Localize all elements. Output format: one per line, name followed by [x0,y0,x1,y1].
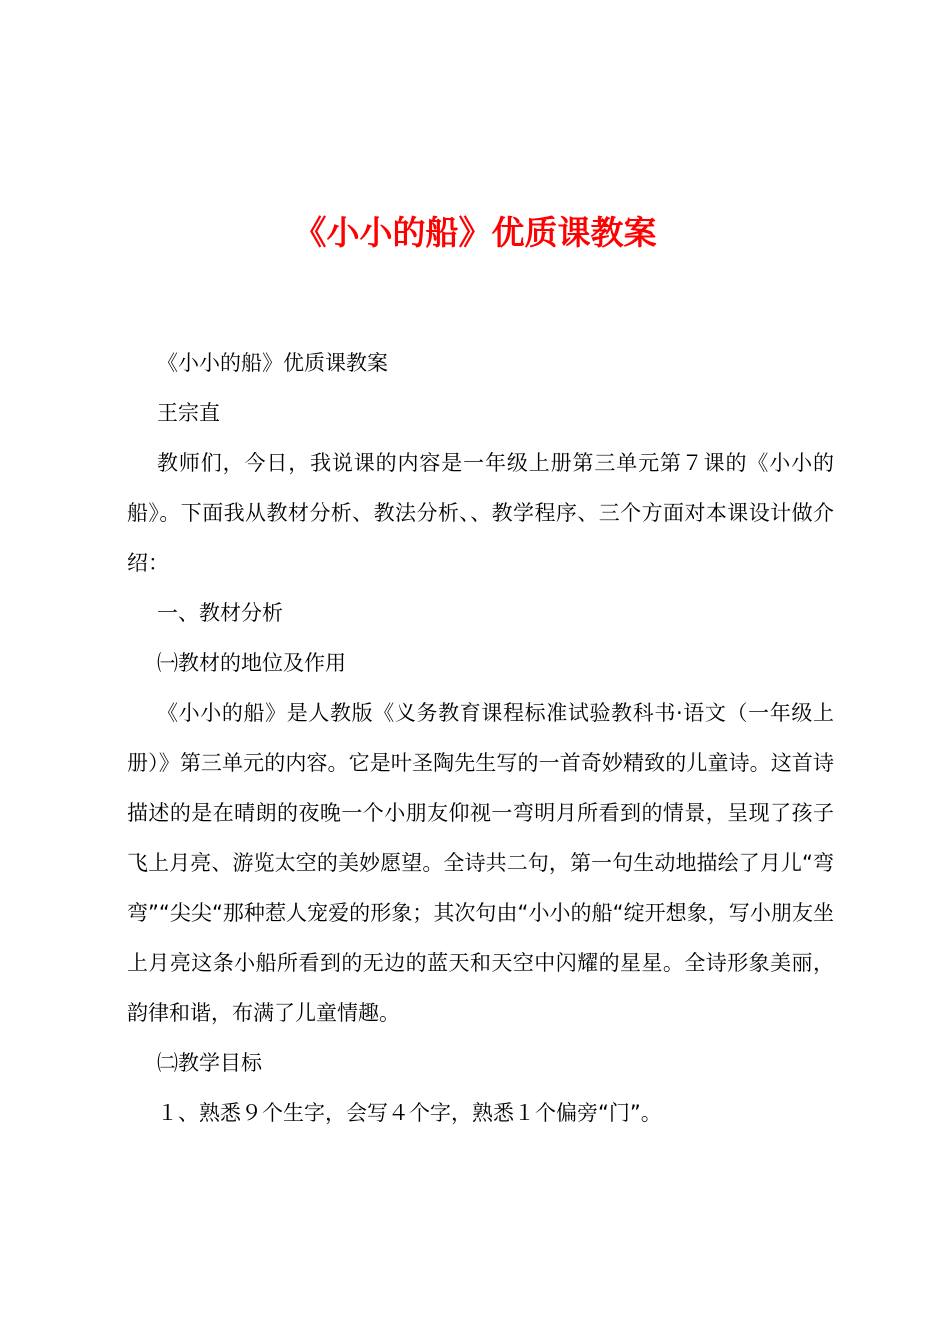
analysis-paragraph: 《小小的船》是人教版《义务教育课程标准试验教科书·语文（一年级上册）》第三单元的内容。它是叶圣陶先生写的一首奇妙精致的儿童诗。这首诗描述的是在晴朗的夜晚一个小朋友仰视一弯明月所看到的情景，呈现了孩子飞上月亮、游览太空的美妙愿望。全诗共二句，第一句生动地描绘了月儿“弯弯”“尖尖“那种惹人宠爱的形象；其次句由“小小的船“绽开想象，写小朋友坐上月亮这条小船所看到的无边的蓝天和天空中闪耀的星星。全诗形象美丽，韵律和谐，布满了儿童情趣。 [127,701,834,1025]
document-body [127,338,834,1138]
subtitle-paragraph: 《小小的船》优质课教案 [157,351,388,375]
intro-paragraph: 教师们，今日，我说课的内容是一年级上册第三单元第７课的《小小的船》。下面我从教材分析、教法分析、、教学程序、三个方面对本课设计做介绍： [127,451,834,575]
author-paragraph: 王宗直 [157,401,220,425]
subsection-heading: ㈠教材的地位及作用 [157,651,346,675]
subsection-heading: ㈡教学目标 [157,1051,262,1075]
section-heading: 一、教材分析 [157,601,283,625]
document-title: 《小小的船》优质课教案 [293,213,657,252]
objective-item: １、熟悉９个生字，会写４个字，熟悉１个偏旁“门”。 [157,1101,662,1125]
